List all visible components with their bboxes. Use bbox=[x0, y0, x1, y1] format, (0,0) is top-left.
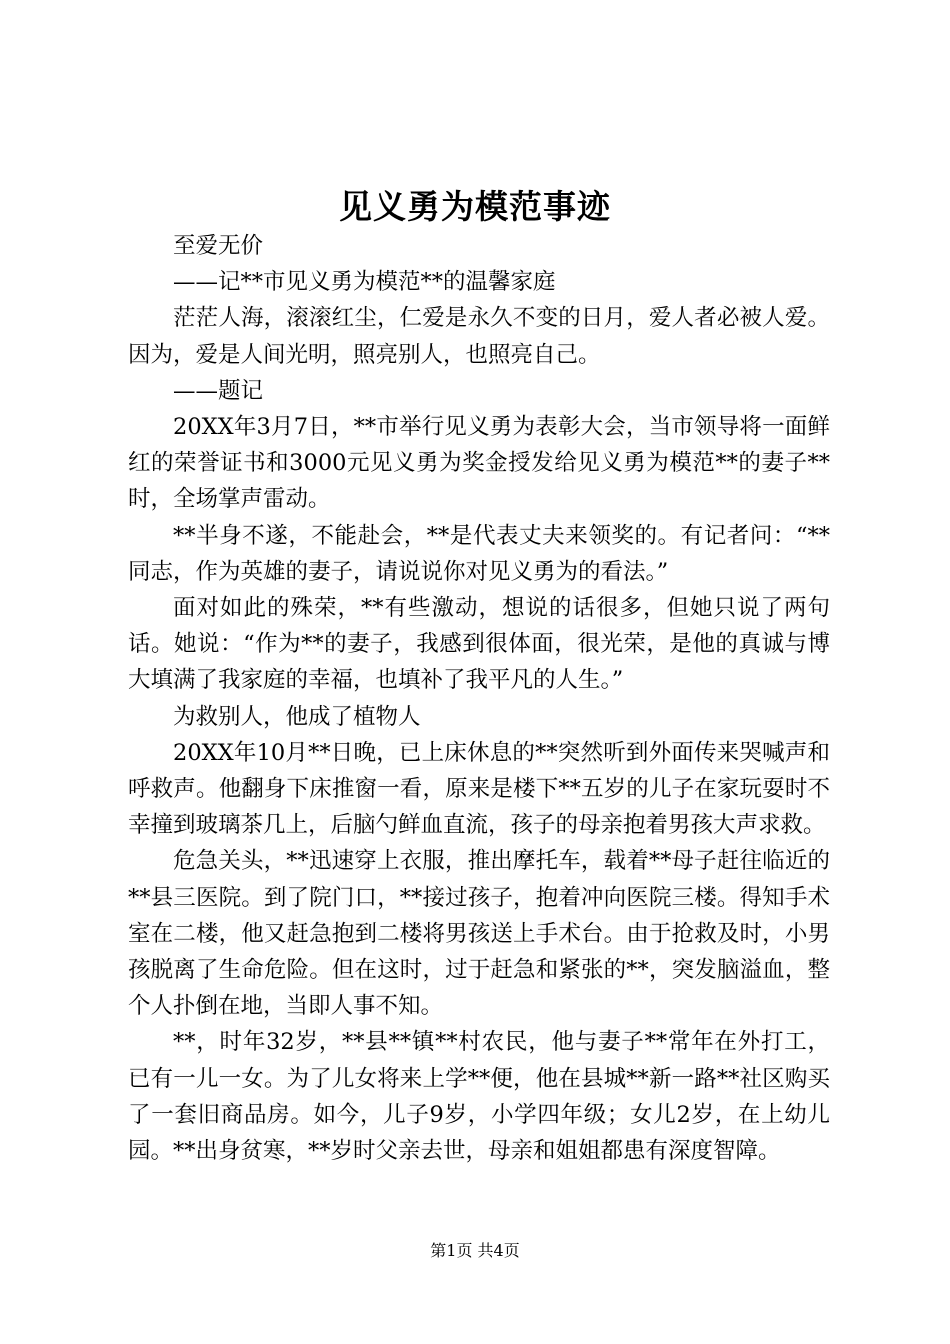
section-heading: 为救别人，他成了植物人 bbox=[173, 703, 421, 730]
page-number-footer: 第1页 共4页 bbox=[430, 1241, 520, 1260]
subtitle-line: ——记**市见义勇为模范**的温馨家庭 bbox=[173, 269, 556, 296]
body-paragraph: **半身不遂，不能赴会，**是代表丈夫来领奖的。有记者问：“**同志，作为英雄的妻子，请说说你对见义勇为的看法。” bbox=[128, 522, 830, 585]
epigraph-attribution: ——题记 bbox=[173, 377, 264, 404]
body-paragraph: 20XX年10月**日晚，已上床休息的**突然听到外面传来哭喊声和呼救声。他翻身下床推窗一看，原来是楼下**五岁的儿子在家玩耍时不幸撞到玻璃茶几上，后脑勺鲜血直流，孩子的母亲抱着男孩大声求救。 bbox=[128, 739, 830, 839]
body-paragraph: **，时年32岁，**县**镇**村农民，他与妻子**常年在外打工，已有一儿一女。为了儿女将来上学**便，他在县城**新一路**社区购买了一套旧商品房。如今，儿子9岁，小学四年级；女儿2岁，在上幼儿园。**出身贫寒，**岁时父亲去世，母亲和姐姐都患有深度智障。 bbox=[128, 1029, 830, 1165]
body-paragraph: 危急关头，**迅速穿上衣服，推出摩托车，载着**母子赶往临近的**县三医院。到了院门口，**接过孩子，抱着冲向医院三楼。得知手术室在二楼，他又赶急抱到二楼将男孩送上手术台。由于抢救及时，小男孩脱离了生命危险。但在这时，过于赶急和紧张的**，突发脑溢血，整个人扑倒在地，当即人事不知。 bbox=[128, 848, 830, 1020]
epigraph-paragraph: 茫茫人海，滚滚红尘，仁爱是永久不变的日月，爱人者必被人爱。因为，爱是人间光明，照亮别人，也照亮自己。 bbox=[128, 305, 830, 368]
document-body bbox=[128, 228, 830, 1169]
body-paragraph: 20XX年3月7日，**市举行见义勇为表彰大会，当市领导将一面鲜红的荣誉证书和3000元见义勇为奖金授发给见义勇为模范**的妻子**时，全场掌声雷动。 bbox=[128, 414, 830, 513]
body-paragraph: 面对如此的殊荣，**有些激动，想说的话很多，但她只说了两句话。她说：“作为**的妻子，我感到很体面，很光荣，是他的真诚与博大填满了我家庭的幸福，也填补了我平凡的人生。” bbox=[128, 595, 830, 694]
document-title: 见义勇为模范事迹 bbox=[339, 187, 611, 226]
section-heading: 至爱无价 bbox=[173, 233, 264, 259]
